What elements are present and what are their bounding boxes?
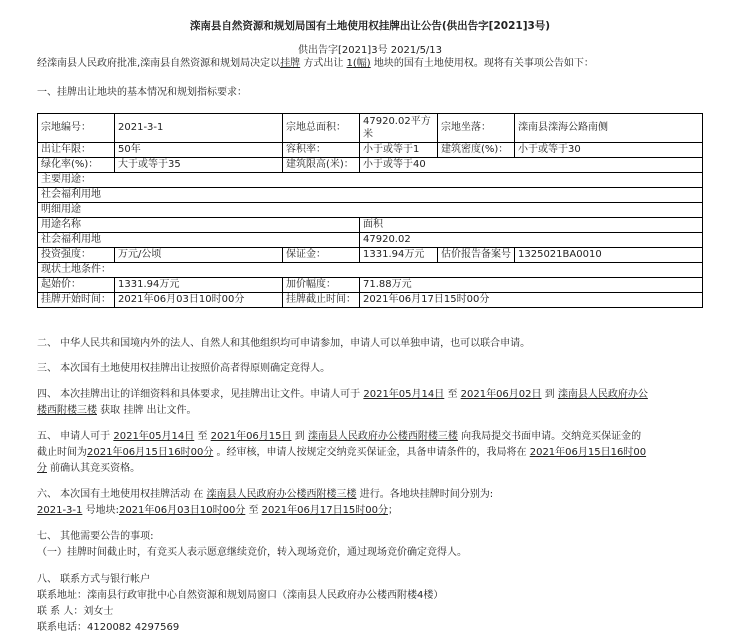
table-row (38, 278, 703, 293)
p5-text-d: 向我局提交书面申请。交纳竞买保证金的 (457, 431, 642, 442)
table-row (38, 143, 703, 158)
paragraph-5-line3 (37, 461, 717, 477)
p4-text-d: 获取 挂牌 出让文件。 (97, 405, 197, 416)
paragraph-2: 二、 中华人民共和国境内外的法人、自然人和其他组织均可申请参加，申请人可以单独申请，也可以联合申请。 (37, 338, 531, 349)
table-cell: 1325021BA0010 (515, 248, 703, 263)
p5-text-h: 前确认其竞买资格。 (47, 463, 141, 474)
p4-text-b: 至 (444, 389, 461, 400)
table-cell: 47920.02 (360, 233, 703, 248)
table-cell: 保证金： (283, 248, 360, 263)
p5-date-start: 2021年05月14日 (113, 431, 195, 442)
intro-count: 1(幅) (346, 58, 371, 69)
table-cell: 建筑密度(%)： (438, 143, 515, 158)
p6-text-e: ； (388, 505, 399, 516)
table-row (38, 248, 703, 263)
table-cell: 宗地编号： (38, 114, 115, 143)
paragraph-6-line1 (37, 487, 717, 503)
intro-text-c: 地块的国有土地使用权。现将有关事项公告如下： (370, 58, 594, 69)
table-cell: 绿化率(%)： (38, 158, 115, 173)
table-cell: 71.88万元 (360, 278, 703, 293)
table-cell: 现状土地条件： (38, 263, 703, 278)
p6-time-start: 2021年06月03日10时00分 (118, 505, 246, 516)
table-cell: 宗地坐落： (438, 114, 515, 143)
table-cell: 47920.02平方米 (360, 114, 438, 143)
p4-place: 滦南县人民政府办公 (557, 389, 648, 400)
p6-text-c: 号地块: (82, 505, 119, 516)
p6-place: 滦南县人民政府办公楼西附楼三楼 (206, 489, 357, 500)
paragraph-3: 三、 本次国有土地使用权挂牌出让按照价高者得原则确定竞得人。 (37, 363, 331, 374)
table-row (38, 218, 703, 233)
table-cell: 小于或等于1 (360, 143, 438, 158)
contact-phone: 联系电话：4120082 4297569 (37, 622, 180, 633)
p5-confirm-deadline-cont: 分 (37, 463, 47, 474)
paragraph-5-line2 (37, 445, 717, 461)
intro-text-b: 方式出让 (300, 58, 347, 69)
table-cell: 小于或等于30 (515, 143, 703, 158)
paragraph-7-item1: （一）挂牌时间截止时，有竞买人表示愿意继续竞价，转入现场竞价，通过现场竞价确定竞得人。 (37, 547, 467, 558)
p5-text-b: 至 (194, 431, 211, 442)
table-cell: 挂牌截止时间： (283, 293, 360, 308)
table-cell: 出让年限： (38, 143, 115, 158)
table-cell: 明细用途 (38, 203, 703, 218)
table-row (38, 293, 703, 308)
table-cell: 主要用途： (38, 173, 703, 188)
p5-text-e: 截止时间为 (37, 447, 87, 458)
table-cell: 大于或等于35 (115, 158, 283, 173)
paragraph-4-line1 (37, 387, 717, 403)
table-row (38, 173, 703, 188)
table-cell: 宗地总面积： (283, 114, 360, 143)
p4-place-cont: 楼西附楼三楼 (37, 405, 97, 416)
table-cell: 50年 (115, 143, 283, 158)
notice-subtitle: 供出告字[2021]3号 2021/5/13 (297, 45, 443, 56)
table-row (38, 114, 703, 143)
p6-text-b: 进行。各地块挂牌时间分别为: (356, 489, 494, 500)
table-row (38, 158, 703, 173)
p4-date-end: 2021年06月02日 (460, 389, 542, 400)
table-cell: 加价幅度： (283, 278, 360, 293)
paragraph-7: 七、 其他需要公告的事项: (37, 531, 154, 542)
section1-heading: 一、挂牌出让地块的基本情况和规划指标要求： (37, 87, 247, 98)
table-cell: 估价报告备案号 (438, 248, 515, 263)
p6-time-end: 2021年06月17日15时00分 (261, 505, 389, 516)
p5-text-a: 五、 申请人可于 (37, 431, 114, 442)
p5-deposit-deadline: 2021年06月15日16时00分 (87, 447, 214, 458)
table-cell: 投资强度： (38, 248, 115, 263)
intro-text-a: 经滦南县人民政府批准,滦南县自然资源和规划局决定以 (37, 58, 281, 69)
p5-text-f: 。经审核，申请人按规定交纳竞买保证金，具备申请条件的，我局将在 (213, 447, 530, 458)
paragraph-6-line2 (37, 503, 717, 519)
table-row (38, 233, 703, 248)
p4-date-start: 2021年05月14日 (363, 389, 445, 400)
contact-address: 联系地址：滦南县行政审批中心自然资源和规划局窗口（滦南县人民政府办公楼西附楼4楼） (37, 590, 444, 601)
table-cell: 社会福利用地 (38, 188, 703, 203)
paragraph-8: 八、 联系方式与银行帐户 (37, 574, 151, 585)
p5-confirm-deadline: 2021年06月15日16时00 (529, 447, 647, 458)
table-cell: 社会福利用地 (38, 233, 360, 248)
table-cell: 容积率： (283, 143, 360, 158)
table-cell: 2021年06月17日15时00分 (360, 293, 703, 308)
table-cell: 面积 (360, 218, 703, 233)
table-row (38, 263, 703, 278)
notice-title: 滦南县自然资源和规划局国有土地使用权挂牌出让公告(供出告字[2021]3号) (189, 20, 551, 32)
p6-parcel: 2021-3-1 (37, 505, 83, 516)
p5-place: 滦南县人民政府办公楼西附楼三楼 (307, 431, 458, 442)
intro-method: 挂牌 (280, 58, 301, 69)
intro-paragraph (37, 56, 717, 72)
table-cell: 挂牌开始时间： (38, 293, 115, 308)
parcel-info-table (37, 113, 703, 308)
table-cell: 滦南县滦海公路南侧 (515, 114, 703, 143)
table-cell: 1331.94万元 (115, 278, 283, 293)
p6-text-d: 至 (245, 505, 262, 516)
table-cell: 2021-3-1 (115, 114, 283, 143)
paragraph-4-line2 (37, 403, 717, 419)
paragraph-5-line1 (37, 429, 717, 445)
table-row (38, 203, 703, 218)
table-cell: 万元/公顷 (115, 248, 283, 263)
table-cell: 2021年06月03日10时00分 (115, 293, 283, 308)
p5-text-c: 到 (291, 431, 308, 442)
table-cell: 用途名称 (38, 218, 360, 233)
p4-text-c: 到 (541, 389, 558, 400)
table-cell: 起始价： (38, 278, 115, 293)
p4-text-a: 四、 本次挂牌出让的详细资料和具体要求，见挂牌出让文件。申请人可于 (37, 389, 364, 400)
table-cell: 小于或等于40 (360, 158, 703, 173)
contact-person: 联 系 人：刘女士 (37, 606, 114, 617)
p5-date-end: 2021年06月15日 (210, 431, 292, 442)
p6-text-a: 六、 本次国有土地使用权挂牌活动 在 (37, 489, 207, 500)
table-cell: 1331.94万元 (360, 248, 438, 263)
table-row (38, 188, 703, 203)
table-cell: 建筑限高(米)： (283, 158, 360, 173)
